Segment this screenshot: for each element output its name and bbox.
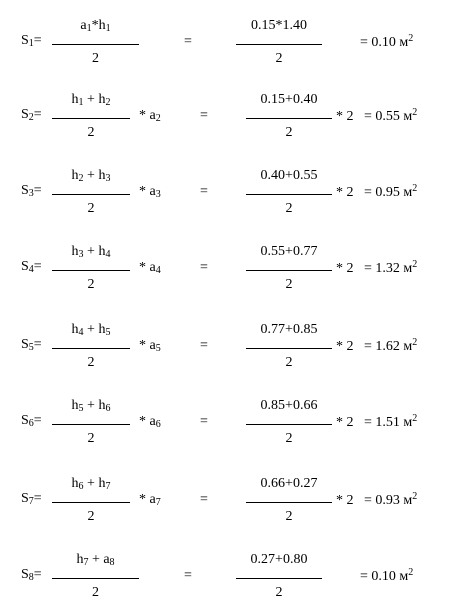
- subscript: 7: [105, 481, 111, 492]
- numeric-multiplier: * 2: [336, 493, 354, 508]
- numeric-multiplier: * 2: [336, 185, 354, 200]
- numeric-denominator: 2: [275, 51, 283, 66]
- symbolic-numerator: $h_2 + h_3$: [71, 168, 111, 184]
- symbolic-denominator: 2: [87, 201, 95, 216]
- numeric-multiplier: * 2: [336, 415, 354, 430]
- subscript: 6: [28, 418, 34, 429]
- numeric-numerator: 0.27+0.80: [250, 552, 308, 567]
- equals-sign: =: [200, 414, 208, 429]
- numeric-fraction-bar: [236, 578, 322, 579]
- subscript: 5: [105, 327, 111, 338]
- formula-row: [0, 476, 458, 536]
- subscript: 3: [28, 188, 34, 199]
- formula-row: [0, 552, 458, 612]
- superscript: 2: [412, 491, 418, 502]
- subscript: 6: [78, 481, 84, 492]
- equals-sign: =: [200, 338, 208, 353]
- formula-lhs: $S_7=$: [21, 491, 42, 507]
- subscript: 4: [155, 265, 161, 276]
- numeric-denominator: 2: [285, 431, 293, 446]
- symbolic-multiplier: * $a_2$: [139, 108, 161, 124]
- formula-lhs: $S_5=$: [21, 337, 42, 353]
- symbolic-denominator: 2: [92, 51, 99, 66]
- subscript: 4: [78, 327, 84, 338]
- formula-row: [0, 398, 458, 458]
- formula-result: = 0.10 $м^2$: [360, 33, 414, 50]
- subscript: 7: [83, 557, 89, 568]
- numeric-numerator: 0.85+0.66: [260, 398, 318, 413]
- subscript: 7: [28, 496, 34, 507]
- subscript: 5: [155, 343, 161, 354]
- formula-result: = 1.32 $м^2$: [364, 259, 418, 276]
- subscript: 6: [155, 419, 161, 430]
- numeric-numerator: 0.40+0.55: [260, 168, 318, 183]
- symbolic-denominator: 2: [87, 431, 95, 446]
- numeric-numerator: 0.15+0.40: [260, 92, 318, 107]
- superscript: 2: [412, 337, 418, 348]
- subscript: 4: [105, 249, 111, 260]
- subscript: 8: [109, 557, 115, 568]
- subscript: 2: [155, 113, 161, 124]
- subscript: 5: [28, 342, 34, 353]
- numeric-multiplier: * 2: [336, 109, 354, 124]
- numeric-numerator: 0.66+0.27: [260, 476, 318, 491]
- symbolic-numerator: $h_7 + a_8$: [76, 552, 115, 568]
- numeric-multiplier: * 2: [336, 261, 354, 276]
- equals-sign: =: [200, 108, 208, 123]
- numeric-multiplier: * 2: [336, 339, 354, 354]
- formula-row: [0, 18, 458, 78]
- subscript: 6: [105, 403, 111, 414]
- equals-sign: =: [184, 34, 192, 49]
- superscript: 2: [412, 107, 418, 118]
- subscript: 3: [78, 249, 84, 260]
- subscript: 5: [78, 403, 84, 414]
- symbolic-multiplier: * $a_4$: [139, 260, 161, 276]
- superscript: 2: [408, 567, 414, 578]
- subscript: 1: [28, 38, 34, 49]
- formula-result: = 1.62 $м^2$: [364, 337, 418, 354]
- subscript: 3: [155, 189, 161, 200]
- numeric-fraction-bar: [236, 44, 322, 45]
- subscript: 4: [28, 264, 34, 275]
- subscript: 2: [105, 97, 111, 108]
- symbolic-fraction-bar: [52, 44, 139, 45]
- numeric-fraction-bar: [246, 270, 332, 271]
- subscript: 3: [105, 173, 111, 184]
- numeric-denominator: 2: [285, 509, 293, 524]
- symbolic-denominator: 2: [87, 125, 95, 140]
- symbolic-denominator: 2: [92, 585, 99, 600]
- numeric-fraction-bar: [246, 502, 332, 503]
- formula-row: [0, 244, 458, 304]
- formula-lhs: $S_2=$: [21, 107, 42, 123]
- symbolic-numerator: $h_6 + h_7$: [71, 476, 111, 492]
- equals-sign: =: [200, 184, 208, 199]
- numeric-denominator: 2: [285, 355, 293, 370]
- superscript: 2: [412, 183, 418, 194]
- formula-lhs: $S_3=$: [21, 183, 42, 199]
- symbolic-denominator: 2: [87, 277, 95, 292]
- numeric-numerator: 0.15*1.40: [251, 18, 307, 33]
- formula-lhs: $S_1=$: [21, 33, 42, 49]
- numeric-fraction-bar: [246, 194, 332, 195]
- numeric-fraction-bar: [246, 118, 332, 119]
- symbolic-fraction-bar: [52, 270, 130, 271]
- symbolic-fraction-bar: [52, 502, 130, 503]
- formula-row: [0, 92, 458, 152]
- numeric-fraction-bar: [246, 424, 332, 425]
- subscript: 2: [78, 173, 84, 184]
- formula-lhs: $S_6=$: [21, 413, 42, 429]
- subscript: 2: [28, 112, 34, 123]
- subscript: 1: [86, 23, 92, 34]
- superscript: 2: [408, 33, 414, 44]
- symbolic-numerator: $a_1*h_1$: [80, 18, 111, 34]
- subscript: 1: [105, 23, 111, 34]
- symbolic-fraction-bar: [52, 578, 139, 579]
- symbolic-multiplier: * $a_5$: [139, 338, 161, 354]
- symbolic-fraction-bar: [52, 424, 130, 425]
- subscript: 1: [78, 97, 84, 108]
- superscript: 2: [412, 413, 418, 424]
- superscript: 2: [412, 259, 418, 270]
- symbolic-multiplier: * $a_6$: [139, 414, 161, 430]
- symbolic-multiplier: * $a_7$: [139, 492, 161, 508]
- formula-lhs: $S_8=$: [21, 567, 42, 583]
- subscript: 7: [155, 497, 161, 508]
- symbolic-denominator: 2: [87, 509, 95, 524]
- numeric-denominator: 2: [285, 125, 293, 140]
- numeric-numerator: 0.77+0.85: [260, 322, 318, 337]
- formula-lhs: $S_4=$: [21, 259, 42, 275]
- numeric-fraction-bar: [246, 348, 332, 349]
- equals-sign: =: [200, 492, 208, 507]
- formula-result: = 0.10 $м^2$: [360, 567, 414, 584]
- numeric-denominator: 2: [285, 201, 293, 216]
- symbolic-multiplier: * $a_3$: [139, 184, 161, 200]
- equals-sign: =: [184, 568, 192, 583]
- numeric-denominator: 2: [285, 277, 293, 292]
- symbolic-fraction-bar: [52, 348, 130, 349]
- formula-result: = 0.93 $м^2$: [364, 491, 418, 508]
- formula-row: [0, 322, 458, 382]
- subscript: 8: [28, 572, 34, 583]
- formula-row: [0, 168, 458, 228]
- symbolic-numerator: $h_4 + h_5$: [71, 322, 111, 338]
- symbolic-fraction-bar: [52, 118, 130, 119]
- numeric-denominator: 2: [275, 585, 283, 600]
- formula-result: = 0.55 $м^2$: [364, 107, 418, 124]
- symbolic-numerator: $h_5 + h_6$: [71, 398, 111, 414]
- symbolic-numerator: $h_3 + h_4$: [71, 244, 111, 260]
- symbolic-fraction-bar: [52, 194, 130, 195]
- equals-sign: =: [200, 260, 208, 275]
- numeric-numerator: 0.55+0.77: [260, 244, 318, 259]
- formula-result: = 0.95 $м^2$: [364, 183, 418, 200]
- symbolic-denominator: 2: [87, 355, 95, 370]
- formula-result: = 1.51 $м^2$: [364, 413, 418, 430]
- symbolic-numerator: $h_1 + h_2$: [71, 92, 111, 108]
